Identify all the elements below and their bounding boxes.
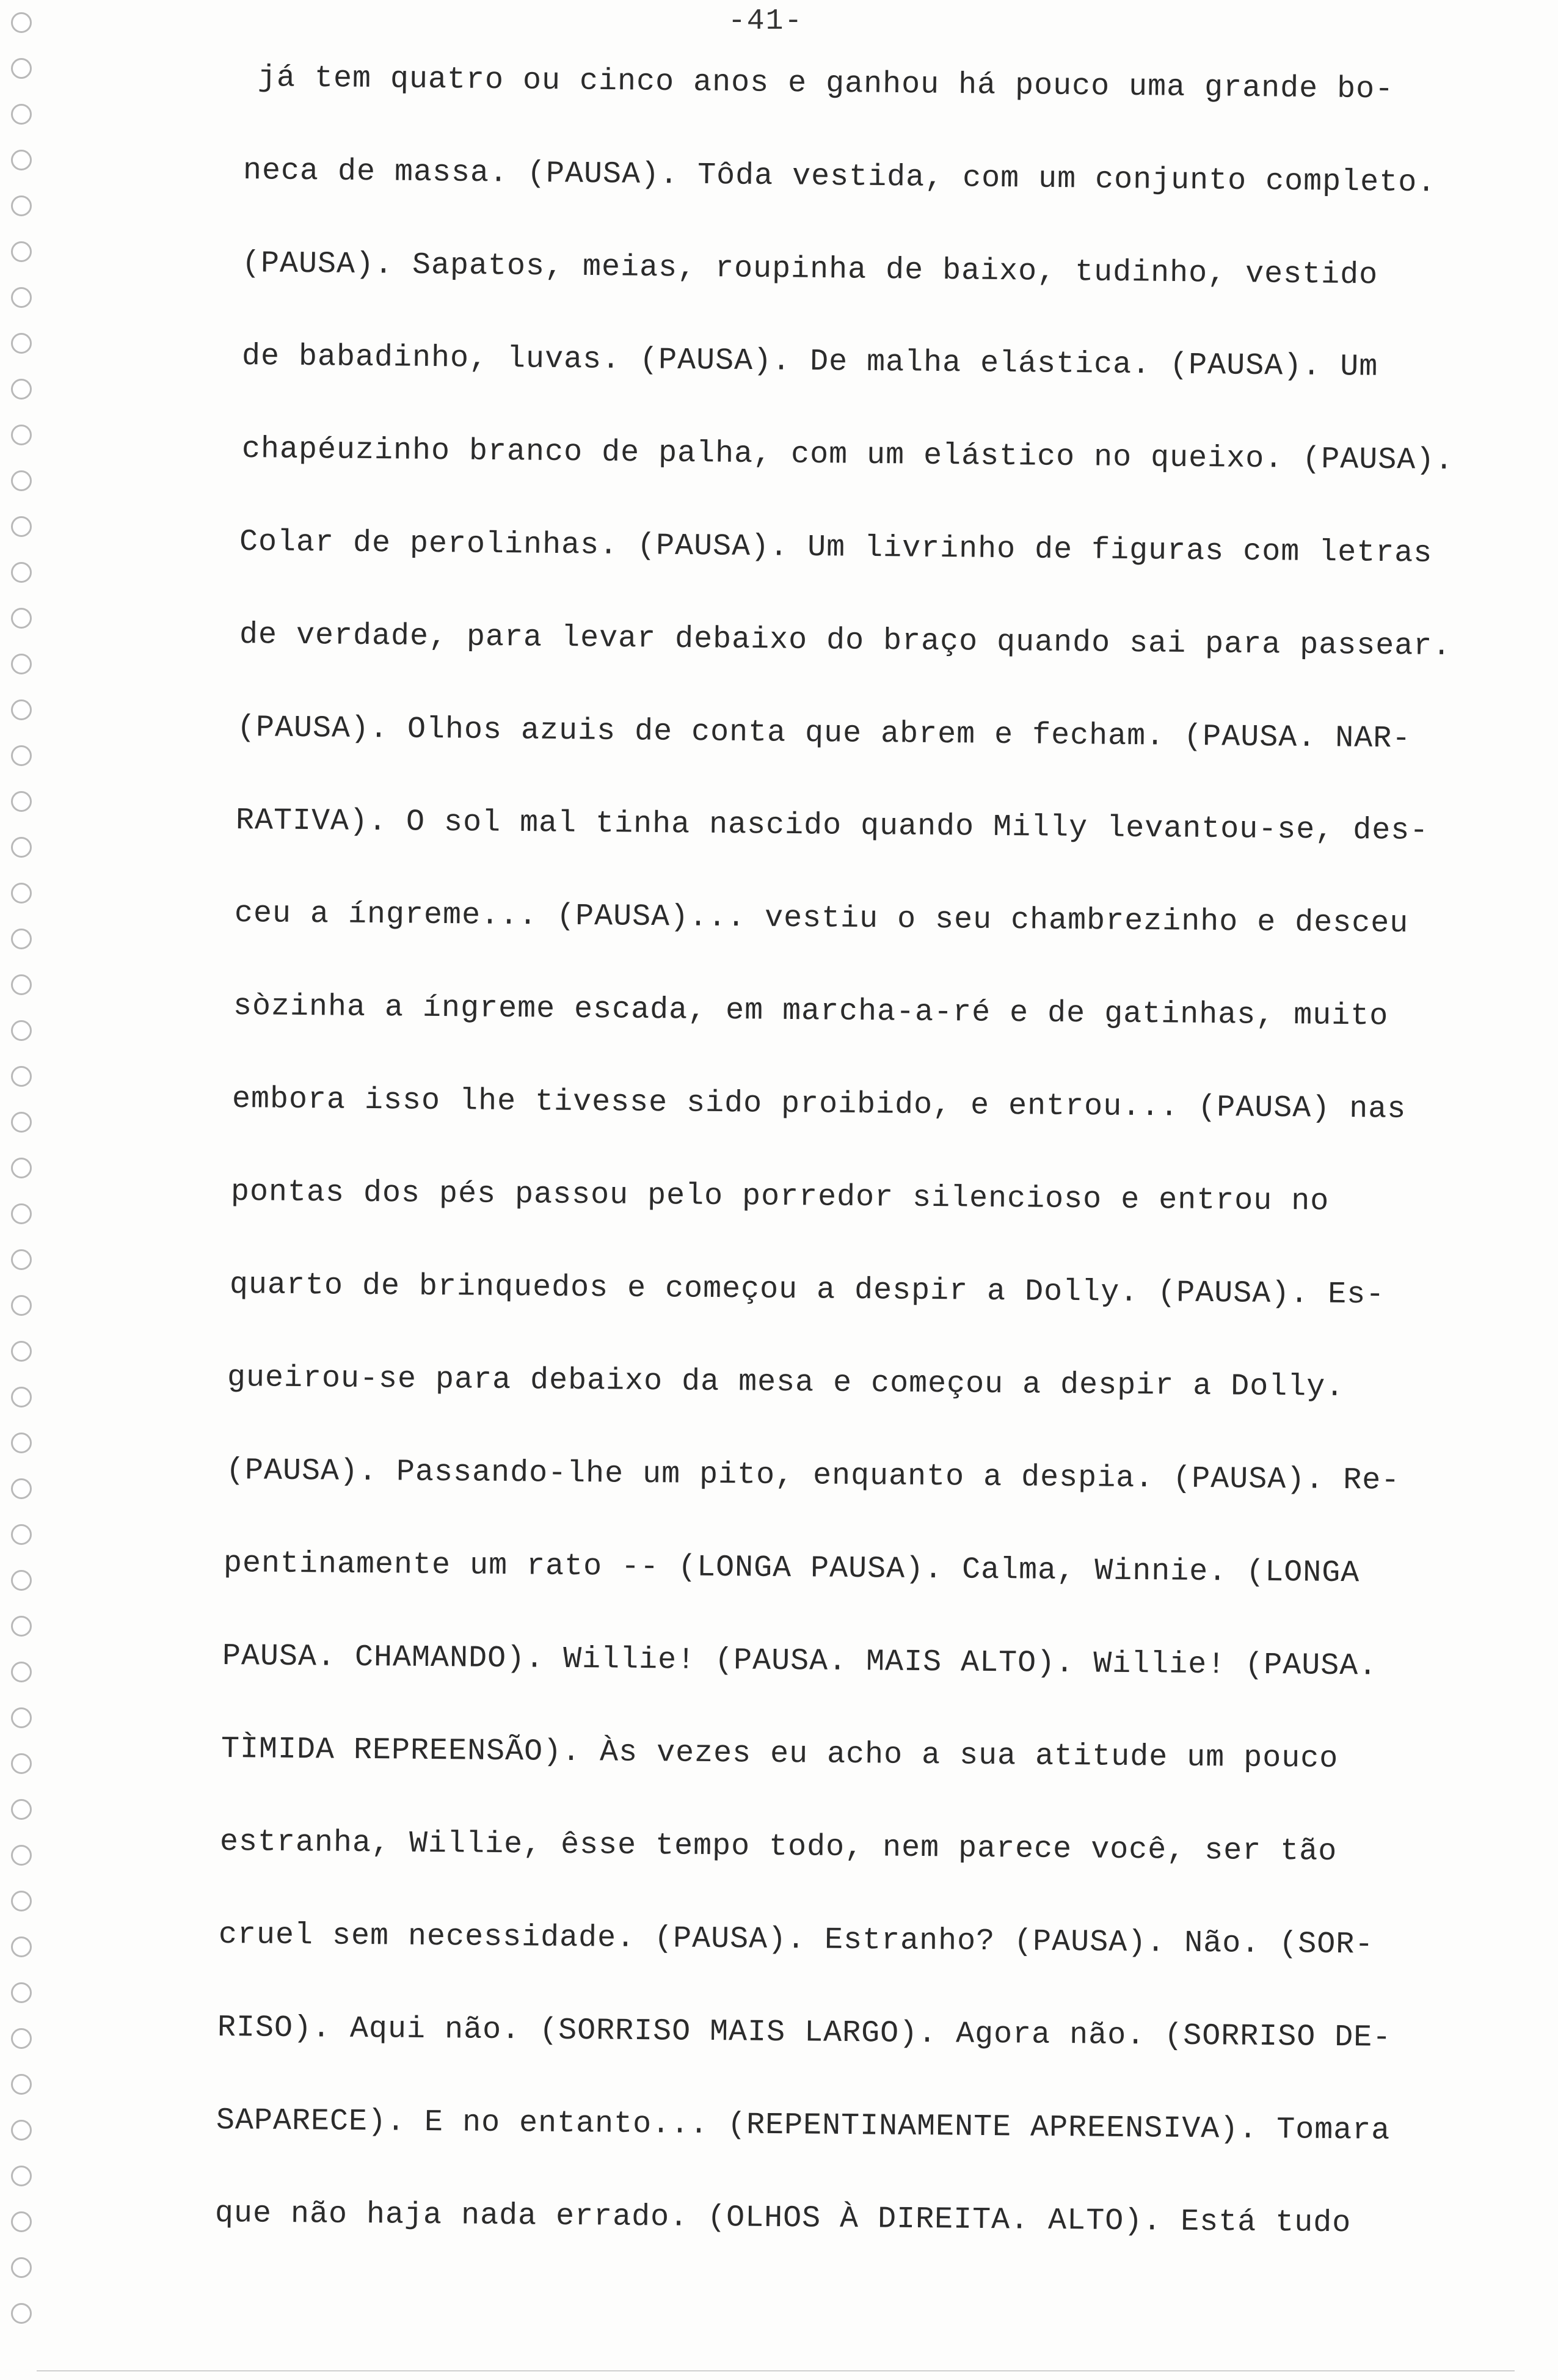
margin-hole-icon <box>11 1570 32 1591</box>
text-line: chapéuzinho branco de palha, com um elástico no queixo. (PAUSA). <box>241 432 1454 479</box>
margin-hole-icon <box>11 1478 32 1499</box>
margin-hole-icon <box>11 1112 32 1133</box>
margin-hole-icon <box>11 883 32 903</box>
margin-hole-icon <box>11 1066 32 1087</box>
text-line: que não haja nada errado. (OLHOS À DIREITA. ALTO). Está tudo <box>214 2196 1352 2241</box>
margin-hole-icon <box>11 1891 32 1911</box>
margin-hole-icon <box>11 241 32 262</box>
margin-hole-icon <box>11 150 32 170</box>
margin-hole-icon <box>11 1936 32 1957</box>
text-line: quarto de brinquedos e começou a despir a Dolly. (PAUSA). Es- <box>229 1268 1385 1313</box>
margin-hole-icon <box>11 1753 32 1774</box>
margin-hole-icon <box>11 287 32 308</box>
margin-hole-icon <box>11 654 32 674</box>
margin-hole-icon <box>11 1249 32 1270</box>
margin-hole-icon <box>11 745 32 766</box>
margin-hole-icon <box>11 1341 32 1362</box>
margin-hole-icon <box>11 2166 32 2186</box>
margin-hole-icon <box>11 2120 32 2141</box>
margin-hole-icon <box>11 1982 32 2003</box>
text-line: embora isso lhe tivesse sido proibido, e entrou... (PAUSA) nas <box>231 1082 1407 1127</box>
text-line: de babadinho, luvas. (PAUSA). De malha elástica. (PAUSA). Um <box>241 339 1378 385</box>
text-line: ceu a íngreme... (PAUSA)... vestiu o seu chambrezinho e desceu <box>234 896 1409 941</box>
margin-hole-icon <box>11 425 32 445</box>
margin-hole-icon <box>11 837 32 858</box>
text-line: SAPARECE). E no entanto... (REPENTINAMENTE APREENSIVA). Tomara <box>216 2103 1391 2148</box>
text-line: (PAUSA). Olhos azuis de conta que abrem e fecham. (PAUSA. NAR- <box>236 710 1411 757</box>
margin-hole-icon <box>11 2211 32 2232</box>
punched-margin <box>6 0 37 2380</box>
margin-hole-icon <box>11 104 32 125</box>
margin-hole-icon <box>11 12 32 33</box>
margin-hole-icon <box>11 1845 32 1866</box>
text-line: neca de massa. (PAUSA). Tôda vestida, com um conjunto completo. <box>242 153 1436 201</box>
margin-hole-icon <box>11 2303 32 2324</box>
margin-hole-icon <box>11 1295 32 1316</box>
margin-hole-icon <box>11 379 32 400</box>
margin-hole-icon <box>11 699 32 720</box>
text-line: sòzinha a íngreme escada, em marcha-a-ré e de gatinhas, muito <box>233 989 1389 1034</box>
margin-hole-icon <box>11 1203 32 1224</box>
text-line: pontas dos pés passou pelo porredor silencioso e entrou no <box>230 1175 1330 1219</box>
typewritten-text <box>202 32 1472 2260</box>
margin-hole-icon <box>11 1799 32 1820</box>
text-line: estranha, Willie, êsse tempo todo, nem parece você, ser tão <box>219 1825 1338 1869</box>
text-line: RATIVA). O sol mal tinha nascido quando Milly levantou-se, des- <box>235 803 1429 849</box>
margin-hole-icon <box>11 974 32 995</box>
text-line: pentinamente um rato -- (LONGA PAUSA). Calma, Winnie. (LONGA <box>223 1546 1360 1591</box>
margin-hole-icon <box>11 195 32 216</box>
text-line: RISO). Aqui não. (SORRISO MAIS LARGO). Agora não. (SORRISO DE- <box>217 2010 1392 2056</box>
text-line: PAUSA. CHAMANDO). Willie! (PAUSA. MAIS ALTO). Willie! (PAUSA. <box>222 1639 1378 1684</box>
margin-hole-icon <box>11 1387 32 1407</box>
text-line: gueirou-se para debaixo da mesa e começou a despir a Dolly. <box>227 1360 1345 1405</box>
text-line: já tem quatro ou cinco anos e ganhou há pouco uma grande bo- <box>257 60 1394 108</box>
margin-hole-icon <box>11 470 32 491</box>
margin-hole-icon <box>11 333 32 354</box>
margin-hole-icon <box>11 1020 32 1041</box>
text-line: TÌMIDA REPREENSÃO). Às vezes eu acho a sua atitude um pouco <box>220 1732 1339 1776</box>
page-bottom-edge <box>37 2370 1515 2371</box>
margin-hole-icon <box>11 516 32 537</box>
margin-hole-icon <box>11 1158 32 1178</box>
page-number: -41- <box>728 5 804 38</box>
margin-hole-icon <box>11 929 32 949</box>
margin-hole-icon <box>11 2028 32 2049</box>
text-line: (PAUSA). Passando-lhe um pito, enquanto a despia. (PAUSA). Re- <box>225 1453 1400 1498</box>
text-line: cruel sem necessidade. (PAUSA). Estranho? (PAUSA). Não. (SOR- <box>218 1918 1374 1963</box>
margin-hole-icon <box>11 2257 32 2278</box>
margin-hole-icon <box>11 2074 32 2095</box>
margin-hole-icon <box>11 1433 32 1453</box>
margin-hole-icon <box>11 608 32 629</box>
margin-hole-icon <box>11 1662 32 1682</box>
margin-hole-icon <box>11 1524 32 1545</box>
margin-hole-icon <box>11 1707 32 1728</box>
margin-hole-icon <box>11 58 32 79</box>
text-line: Colar de perolinhas. (PAUSA). Um livrinho de figuras com letras <box>239 525 1433 571</box>
text-line: (PAUSA). Sapatos, meias, roupinha de baixo, tudinho, vestido <box>241 246 1378 293</box>
text-line: de verdade, para levar debaixo do braço quando sai para passear. <box>239 618 1452 665</box>
margin-hole-icon <box>11 1616 32 1637</box>
margin-hole-icon <box>11 791 32 812</box>
margin-hole-icon <box>11 562 32 583</box>
